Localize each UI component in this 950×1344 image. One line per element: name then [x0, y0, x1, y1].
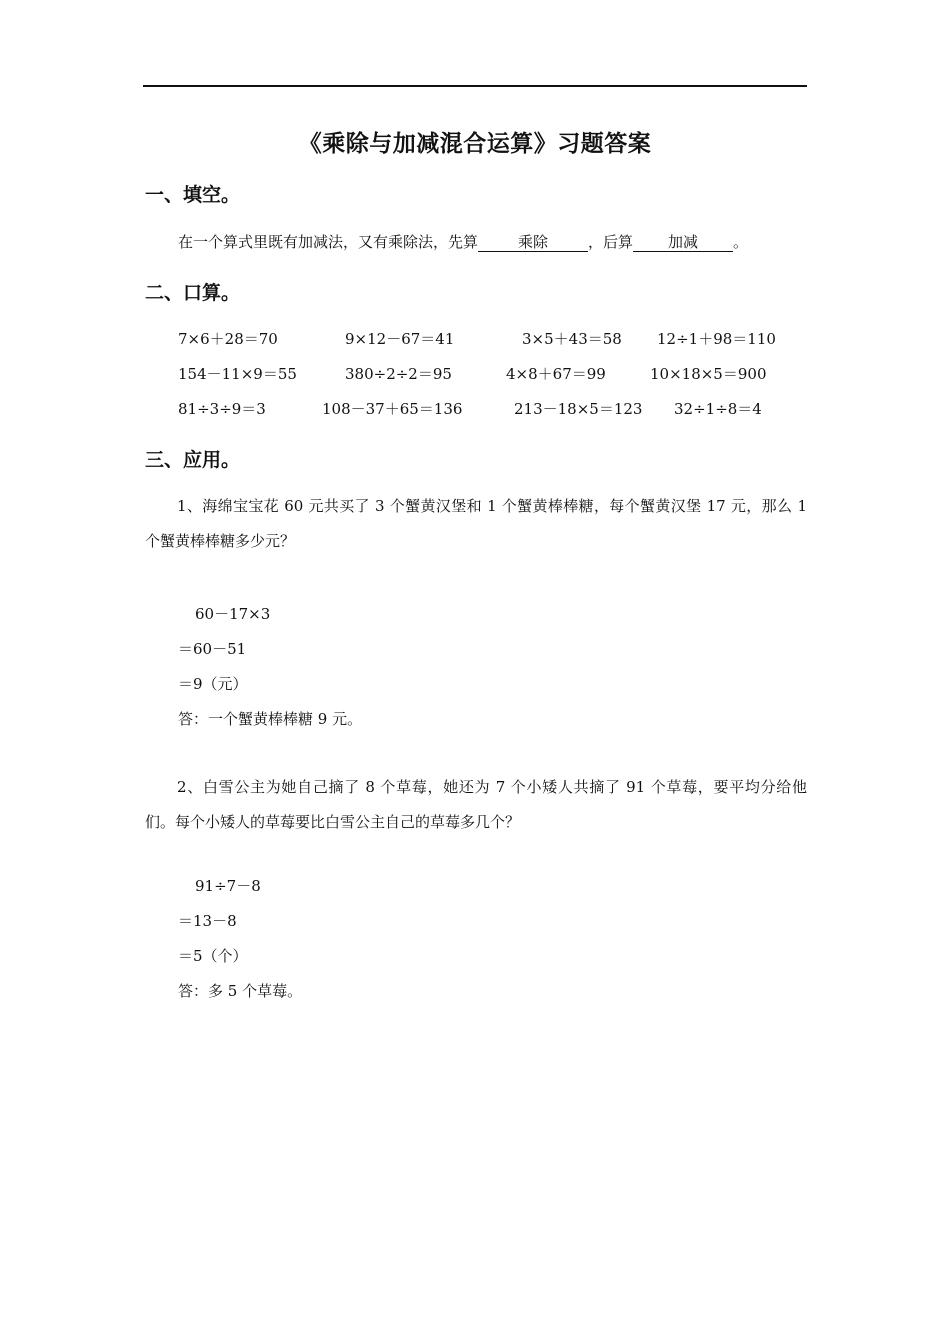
problem-2-step-1: 91÷7－8: [195, 877, 261, 895]
mental-math-item: 12÷1＋98＝110: [657, 330, 776, 348]
problem-1-step-1: 60－17×3: [195, 605, 271, 623]
mental-math-item: 4×8＋67＝99: [506, 365, 606, 383]
problem-2-question: 2、白雪公主为她自己摘了 8 个草莓，她还为 7 个小矮人共摘了 91 个草莓，要平均分给他们。每个小矮人的草莓要比白雪公主自己的草莓多几个？: [145, 778, 807, 831]
problem-1-question: 1、海绵宝宝花 60 元共买了 3 个蟹黄汉堡和 1 个蟹黄棒棒糖，每个蟹黄汉堡 17 元，那么 1 个蟹黄棒棒糖多少元？: [145, 497, 807, 550]
page-title: 《乘除与加减混合运算》习题答案: [298, 131, 652, 157]
mental-math-item: 3×5＋43＝58: [522, 330, 622, 348]
section-heading-fill-blank: 一、填空。: [145, 184, 241, 206]
mental-math-item: 32÷1÷8＝4: [674, 400, 762, 418]
mental-math-item: 380÷2÷2＝95: [345, 365, 452, 383]
problem-1-step-3: ＝9（元）: [178, 675, 248, 693]
problem-1-answer: 答：一个蟹黄棒棒糖 9 元。: [178, 710, 363, 728]
fill-blank-text-middle: ，后算: [588, 233, 634, 251]
mental-math-item: 10×18×5＝900: [650, 365, 767, 383]
section-heading-application: 三、应用。: [145, 449, 241, 471]
problem-2-step-2: ＝13－8: [178, 912, 237, 930]
fill-blank-text-before: 在一个算式里既有加减法，又有乘除法，先算: [178, 233, 479, 251]
problem-1-step-2: ＝60－51: [178, 640, 247, 658]
problem-2-answer: 答：多 5 个草莓。: [178, 982, 303, 1000]
fill-blank-answer-2: 加减: [633, 234, 733, 252]
mental-math-item: 108－37＋65＝136: [322, 400, 463, 418]
mental-math-item: 9×12－67＝41: [345, 330, 455, 348]
mental-math-item: 7×6＋28＝70: [178, 330, 278, 348]
mental-math-item: 213－18×5＝123: [514, 400, 643, 418]
header-rule: [143, 85, 807, 87]
mental-math-item: 81÷3÷9＝3: [178, 400, 266, 418]
fill-blank-text-end: 。: [733, 233, 749, 251]
section-heading-mental-math: 二、口算。: [145, 282, 241, 304]
mental-math-item: 154－11×9＝55: [178, 365, 297, 383]
fill-blank-sentence: [178, 231, 748, 252]
fill-blank-answer-1: 乘除: [478, 234, 588, 252]
problem-2-step-3: ＝5（个）: [178, 947, 248, 965]
